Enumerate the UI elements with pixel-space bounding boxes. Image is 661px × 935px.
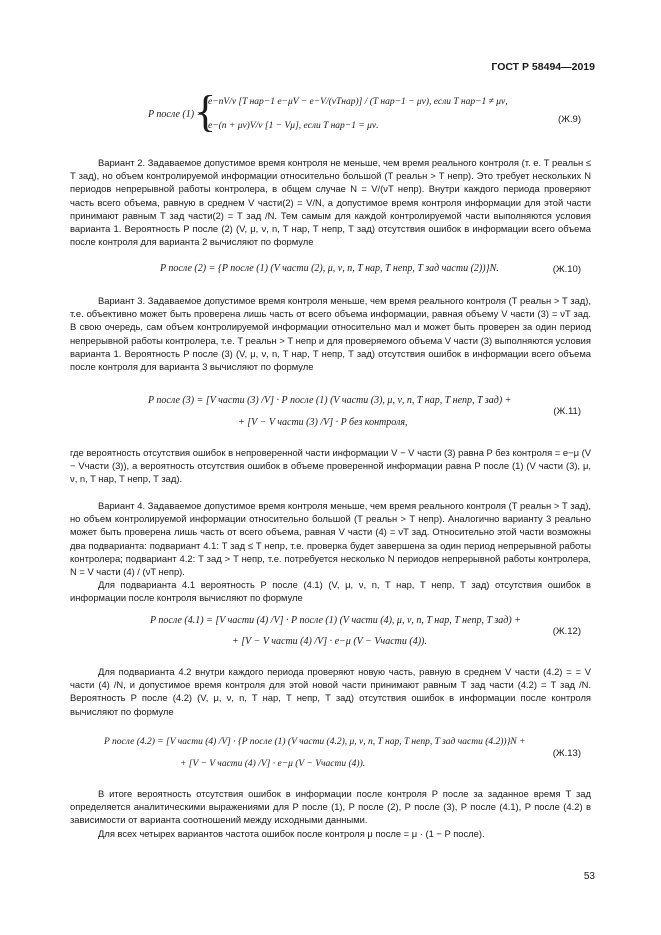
eq10-number: (Ж.10) [552, 264, 581, 275]
conclusion-paragraph-block [70, 787, 591, 840]
variant2-paragraph-block [70, 156, 591, 248]
variant4-paragraph-block [70, 499, 591, 605]
eq9-case1: e−nV/ν [T нар−1 e−μV − e−V/(νTнар)] / (T нар−1 − μν), если T нар−1 ≠ μν, [208, 97, 508, 107]
eq9-lhs: P после (1) = [148, 109, 204, 120]
unchecked-part-paragraph-block [70, 446, 591, 486]
subvariant41-paragraph: Для подварианта 4.1 вероятность P после (4.1) (V, μ, ν, n, T нар, T непр, T зад) отсутствия ошибок в информации после контроля вычисляют по формуле [70, 579, 591, 604]
eq9-case2: e−(n + μν)V/ν [1 − Vμ], если T нар−1 = μν. [208, 121, 379, 131]
eq13-line2: + [V − V части (4) /V] · e−μ (V − Vчасти (4)). [180, 759, 366, 769]
error-rate-paragraph: Для всех четырех вариантов частота ошибок после контроля μ после = μ · (1 − P после). [98, 827, 485, 839]
document-header: ГОСТ Р 58494—2019 [491, 61, 595, 73]
page-number: 53 [583, 871, 595, 882]
eq11-line1: P после (3) = [V части (3) /V] · P после (1) (V части (3), μ, ν, n, T нар, T непр, T зад) + [148, 395, 512, 406]
eq11-number: (Ж.11) [553, 406, 581, 417]
subvariant42-paragraph-block [70, 665, 591, 718]
eq10-formula: P после (2) = {P после (1) (V части (2), μ, ν, n, T нар, T непр, T зад части (2))}N. [160, 263, 499, 274]
eq9-number: (Ж.9) [557, 114, 581, 125]
eq12-line1: P после (4.1) = [V части (4) /V] · P после (1) (V части (4), μ, ν, n, T нар, T непр, T зад) + [150, 615, 521, 626]
eq13-line1: P после (4.2) = [V части (4) /V] · {P после (1) (V части (4.2), μ, ν, n, T нар, T непр, T зад части (4.2))}N + [104, 737, 526, 747]
eq12-line2: + [V − V части (4) /V] · e−μ (V − Vчасти (4)). [232, 636, 427, 647]
eq11-line2: + [V − V части (3) /V] · P без контроля, [238, 417, 408, 428]
variant2-paragraph: Вариант 2. Задаваемое допустимое время контроля не меньше, чем время реального контроля (т. е. T реальн ≤ T зад), но объем контролируемой информации относительно большой (T реальн > T непр). Это требует нескольких N периодов непрерывной работы контролера, в общем случае N = V/(νT непр). Внутри каждого периода проверяют часть всего объема, равную в среднем V части(2) = V/N, а допустимое время контроля информации для этой части принимают равным T зад части(2) = T зад /N. Тем самым для каждой контролируемой части выполняются условия варианта 1. Вероятность P после (2) (V, μ, ν, n, T нар, T непр, T зад) отсутствия ошибок в информации всего объема после контроля для варианта 2 вычисляют по формуле [70, 157, 591, 248]
variant3-paragraph: Вариант 3. Задаваемое допустимое время контроля меньше, чем время реального контроля (T реальн > T зад), т.е. объективно может быть проверена лишь часть от всего объема информации, равная объему V части (3) = νT зад. В свою очередь, сам объем контролируемой информации относительно мал и может быть проверен за один период непрерывной работы контролера, т.е. T реальн > T непр и для проверяемого объема V части (3) выполняются условия варианта 1. Вероятность P после (3) (V, μ, ν, n, T нар, T непр, T зад) отсутствия ошибок в информации всего объема после контроля для варианта 3 вычисляют по формуле [70, 295, 591, 373]
conclusion-paragraph: В итоге вероятность отсутствия ошибок в информации после контроля P после за заданное время T зад определяется аналитическими выражениями для P после (1), P после (2), P после (3), P после (4.1), P после (4.2) в зависимости от варианта соотношений между исходными данными. [70, 788, 591, 826]
unchecked-part-paragraph: где вероятность отсутствия ошибок в непроверенной части информации V − V части (3) равна P без контроля = e−μ (V − Vчасти (3)), а вероятность отсутствия ошибок в объеме проверенной информации равна P после (1) (V части (3), μ, ν, n, T нар, T непр, T зад). [70, 447, 591, 485]
eq13-number: (Ж.13) [552, 748, 581, 759]
eq9-brace: { [195, 87, 217, 136]
variant3-paragraph-block [70, 294, 591, 373]
variant4-paragraph: Вариант 4. Задаваемое допустимое время контроля меньше, чем время реального контроля (T реальн > T зад), но объем контролируемой информации относительно большой (T реальн > T непр). Аналогично варианту 3 реально может быть проверена лишь часть от всего объема, равная V части (4) = νT зад. Относительно этой части возможны два подварианта: подвариант 4.1: T зад ≤ T непр, т.е. проверка будет завершена за один период непрерывной работы контролера; подвариант 4.2: T зад > T непр, т.е. потребуется несколько N периодов непрерывной работы контролера, N = V части (4) / (νT непр). [70, 500, 591, 578]
eq12-number: (Ж.12) [552, 626, 581, 637]
subvariant42-paragraph: Для подварианта 4.2 внутри каждого периода проверяют новую часть, равную в среднем V части (4.2) = = V части (4) /N, и допустимое время контроля для этой новой части принимают равным T зад части (4.2) = T зад /N. Вероятность P после (4.2) (V, μ, ν, n, T нар, T непр, T зад) отсутствия ошибок в информации после контроля вычисляют по формуле [70, 666, 591, 717]
